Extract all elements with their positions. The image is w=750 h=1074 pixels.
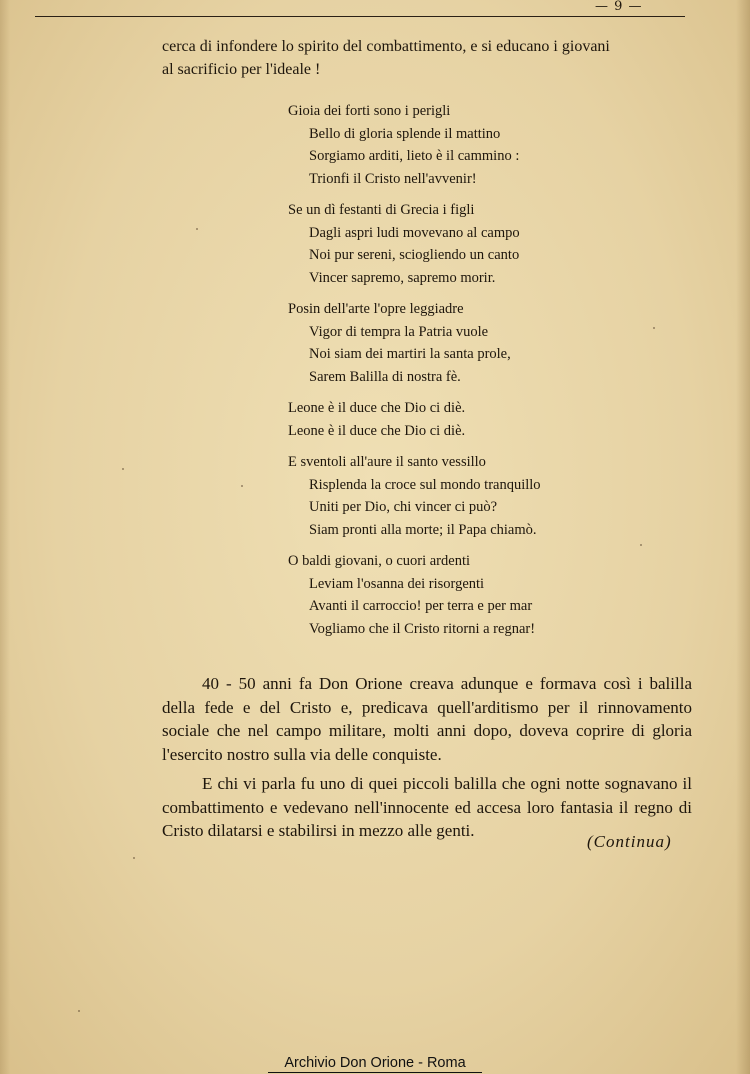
poem-stanza (288, 100, 618, 190)
poem-line: Siam pronti alla morte; il Papa chiamò. (309, 521, 537, 538)
page-number: — 9 — (595, 0, 643, 14)
poem-line: Noi siam dei martiri la santa prole, (309, 346, 511, 362)
poem-line: Vogliamo che il Cristo ritorni a regnar! (309, 620, 536, 637)
poem-line: Leone è il duce che Dio ci diè. (288, 400, 466, 416)
poem-stanza (288, 397, 618, 442)
footer-rule (268, 1072, 482, 1073)
archive-footer: Archivio Don Orione - Roma (284, 1055, 466, 1071)
poem-line: O baldi giovani, o cuori ardenti (288, 553, 471, 569)
poem-stanza (288, 199, 618, 289)
poem-line: Uniti per Dio, chi vincer ci può? (309, 499, 498, 515)
paper-speck (241, 485, 243, 487)
continua-note: (Continua) (587, 832, 672, 851)
page-edge-right (736, 0, 750, 1074)
poem-line: Avanti il carroccio! per terra e per mar (309, 598, 533, 614)
poem-line: Dagli aspri ludi movevano al campo (309, 224, 520, 241)
page-edge-left (0, 0, 10, 1074)
intro-line: al sacrificio per l'ideale ! (162, 61, 321, 78)
prose-body (162, 672, 692, 849)
poem-line: Leone è il duce che Dio ci diè. (288, 422, 466, 439)
paper-speck (640, 544, 642, 546)
poem-line: Sorgiamo arditi, lieto è il cammino : (309, 148, 520, 164)
poem-line: Vincer sapremo, sapremo morir. (309, 269, 496, 286)
poem-line: Se un dì festanti di Grecia i figli (288, 202, 475, 218)
poem-line: Trionfi il Cristo nell'avvenir! (309, 170, 477, 187)
paper-speck (196, 228, 198, 230)
poem-line: Posin dell'arte l'opre leggiadre (288, 301, 464, 317)
poem-line: Risplenda la croce sul mondo tranquillo (309, 476, 541, 493)
poem-line: Sarem Balilla di nostra fè. (309, 368, 461, 385)
poem-stanza (288, 298, 618, 388)
paper-speck (133, 857, 135, 859)
poem-line: Leviam l'osanna dei risorgenti (309, 575, 485, 592)
header-rule (35, 16, 685, 17)
poem-line: Noi pur sereni, sciogliendo un canto (309, 247, 520, 263)
paper-speck (122, 468, 124, 470)
poem-line: Bello di gloria splende il mattino (309, 125, 501, 142)
poem-stanza (288, 451, 618, 541)
intro-text (162, 35, 692, 81)
prose-paragraph: 40 - 50 anni fa Don Orione creava adunque e formava così i balilla della fede e del Cristo e, predicava quell'arditismo per il rinnovamento sociale che nel campo militare, molti anni dopo, doveva coprire di gloria l'esercito nostro sulla via delle conquiste. (162, 674, 692, 764)
poem-line: Gioia dei forti sono i perigli (288, 103, 451, 119)
intro-line: cerca di infondere lo spirito del combattimento, e si educano i giovani (162, 38, 610, 55)
poem-line: E sventoli all'aure il santo vessillo (288, 454, 486, 470)
paper-speck (653, 327, 655, 329)
paper-speck (78, 1010, 80, 1012)
poem-line: Vigor di tempra la Patria vuole (309, 323, 489, 340)
prose-paragraph: E chi vi parla fu uno di quei piccoli balilla che ogni notte sognavano il combattimento e vedevano nell'innocente ed accesa loro fantasia il regno di Cristo dilatarsi e stabilirsi in mezzo alle genti. (162, 774, 692, 840)
poem (288, 100, 618, 649)
poem-stanza (288, 550, 618, 640)
